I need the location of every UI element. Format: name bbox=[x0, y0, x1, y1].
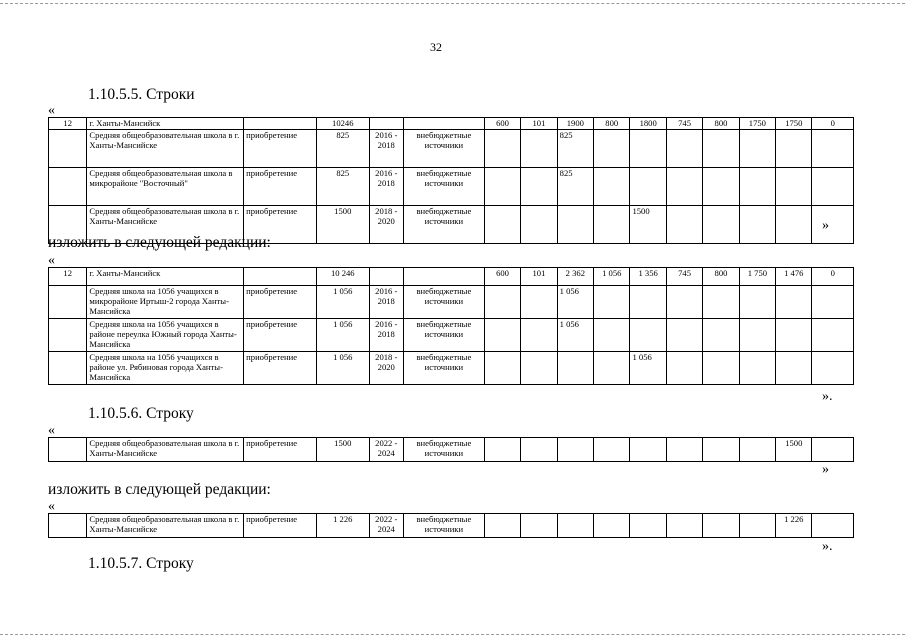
table-cell-c1: Средняя общеобразовательная школа в г. Ханты-Мансийске bbox=[87, 514, 244, 538]
table-cell-c10 bbox=[630, 286, 666, 319]
table-cell-c8 bbox=[557, 438, 593, 462]
table-cell-c8: 2 362 bbox=[557, 268, 593, 286]
table-cell-c6: 600 bbox=[484, 268, 520, 286]
table-cell-c12 bbox=[703, 168, 739, 206]
table-cell-c0 bbox=[49, 514, 87, 538]
closing-quote: » bbox=[822, 462, 829, 477]
table-cell-c2 bbox=[244, 268, 317, 286]
table-cell-c0 bbox=[49, 168, 87, 206]
table-cell-c10: 1500 bbox=[630, 206, 666, 244]
table-cell-c11: 745 bbox=[666, 268, 702, 286]
table-cell-c14: 1750 bbox=[776, 118, 812, 130]
table-cell-c1: г. Ханты-Мансийск bbox=[87, 118, 244, 130]
table-cell-c15 bbox=[812, 319, 854, 352]
table-cell-c15 bbox=[812, 130, 854, 168]
table-cell-c1: Средняя школа на 1056 учащихся в районе ул. Рябиновая города Ханты-Мансийска bbox=[87, 352, 244, 385]
table-row bbox=[49, 514, 854, 538]
section-heading-new-edition-2: изложить в следующей редакции: bbox=[48, 481, 271, 498]
table-cell-c1: Средняя школа на 1056 учащихся в микрорайоне Иртыш-2 города Ханты-Мансийска bbox=[87, 286, 244, 319]
table-cell-c11 bbox=[666, 130, 702, 168]
table-cell-c7 bbox=[521, 130, 557, 168]
table-cell-c14 bbox=[776, 206, 812, 244]
table-cell-c12 bbox=[703, 206, 739, 244]
table-cell-c9 bbox=[594, 206, 630, 244]
table-cell-c5 bbox=[403, 118, 484, 130]
table-cell-c0 bbox=[49, 286, 87, 319]
table-cell-c13 bbox=[739, 352, 775, 385]
table-cell-c1: Средняя общеобразовательная школа в микрорайоне "Восточный" bbox=[87, 168, 244, 206]
table-cell-c0 bbox=[49, 319, 87, 352]
table-cell-c8 bbox=[557, 352, 593, 385]
table-cell-c4: 2016 - 2018 bbox=[369, 319, 403, 352]
table-cell-c14 bbox=[776, 352, 812, 385]
table-cell-c9: 800 bbox=[594, 118, 630, 130]
table-cell-c6 bbox=[484, 168, 520, 206]
table-cell-c15 bbox=[812, 206, 854, 244]
table-old-row-2 bbox=[48, 437, 854, 462]
table-cell-c2: приобретение bbox=[244, 514, 317, 538]
table-cell-c5: внебюджетные источники bbox=[403, 168, 484, 206]
table-cell-c5: внебюджетные источники bbox=[403, 438, 484, 462]
table-cell-c14: 1 226 bbox=[776, 514, 812, 538]
table-cell-c8 bbox=[557, 514, 593, 538]
table-cell-c2: приобретение bbox=[244, 352, 317, 385]
table-cell-c5: внебюджетные источники bbox=[403, 286, 484, 319]
table-cell-c10 bbox=[630, 130, 666, 168]
table-cell-c11 bbox=[666, 206, 702, 244]
table-cell-c2: приобретение bbox=[244, 206, 317, 244]
table-cell-c6 bbox=[484, 514, 520, 538]
table-cell-c13 bbox=[739, 319, 775, 352]
table-cell-c10 bbox=[630, 514, 666, 538]
table-cell-c5: внебюджетные источники bbox=[403, 130, 484, 168]
table-cell-c12: 800 bbox=[703, 268, 739, 286]
table-cell-c11 bbox=[666, 319, 702, 352]
table-cell-c14 bbox=[776, 319, 812, 352]
table-cell-c11 bbox=[666, 286, 702, 319]
table-cell-c15 bbox=[812, 286, 854, 319]
table-cell-c2: приобретение bbox=[244, 286, 317, 319]
table-row bbox=[49, 118, 854, 130]
table-cell-c7: 101 bbox=[521, 118, 557, 130]
table-cell-c4: 2018 - 2020 bbox=[369, 206, 403, 244]
table-cell-c3: 1 056 bbox=[316, 286, 369, 319]
table-row bbox=[49, 130, 854, 168]
table-cell-c1: Средняя общеобразовательная школа в г. Ханты-Мансийске bbox=[87, 130, 244, 168]
table-cell-c5 bbox=[403, 268, 484, 286]
table-cell-c10 bbox=[630, 319, 666, 352]
table-cell-c0: 12 bbox=[49, 268, 87, 286]
table-cell-c13: 1 750 bbox=[739, 268, 775, 286]
table-cell-c3: 1 226 bbox=[316, 514, 369, 538]
table-cell-c2: приобретение bbox=[244, 168, 317, 206]
closing-quote: » bbox=[822, 218, 829, 233]
table-cell-c12 bbox=[703, 514, 739, 538]
table-cell-c10 bbox=[630, 168, 666, 206]
table-cell-c9: 1 056 bbox=[594, 268, 630, 286]
table-cell-c2: приобретение bbox=[244, 319, 317, 352]
table-cell-c5: внебюджетные источники bbox=[403, 206, 484, 244]
table-cell-c6 bbox=[484, 438, 520, 462]
table-cell-c0: 12 bbox=[49, 118, 87, 130]
table-cell-c3: 1500 bbox=[316, 206, 369, 244]
table-cell-c12 bbox=[703, 319, 739, 352]
table-cell-c13 bbox=[739, 168, 775, 206]
table-cell-c7 bbox=[521, 438, 557, 462]
table-cell-c4 bbox=[369, 268, 403, 286]
table-cell-c0 bbox=[49, 438, 87, 462]
table-cell-c7: 101 bbox=[521, 268, 557, 286]
table-cell-c9 bbox=[594, 319, 630, 352]
table-cell-c15 bbox=[812, 168, 854, 206]
opening-quote: « bbox=[48, 423, 55, 438]
scan-bottom-edge bbox=[0, 634, 905, 635]
table-cell-c6 bbox=[484, 130, 520, 168]
table-cell-c5: внебюджетные источники bbox=[403, 352, 484, 385]
table-cell-c1: Средняя школа на 1056 учащихся в районе переулка Южный города Ханты-Мансийска bbox=[87, 319, 244, 352]
section-heading-1-10-5-5: 1.10.5.5. Строки bbox=[88, 86, 195, 103]
table-cell-c6: 600 bbox=[484, 118, 520, 130]
table-cell-c9 bbox=[594, 168, 630, 206]
table-cell-c3: 1 056 bbox=[316, 319, 369, 352]
table-cell-c8: 1900 bbox=[557, 118, 593, 130]
table-cell-c7 bbox=[521, 206, 557, 244]
table-cell-c7 bbox=[521, 352, 557, 385]
table-cell-c14 bbox=[776, 130, 812, 168]
table-row bbox=[49, 168, 854, 206]
table-cell-c3: 825 bbox=[316, 130, 369, 168]
section-heading-1-10-5-6: 1.10.5.6. Строку bbox=[88, 405, 194, 422]
table-cell-c1: Средняя общеобразовательная школа в г. Ханты-Мансийске bbox=[87, 438, 244, 462]
table-cell-c14 bbox=[776, 286, 812, 319]
table-cell-c4 bbox=[369, 118, 403, 130]
table-cell-c3: 825 bbox=[316, 168, 369, 206]
table-cell-c12: 800 bbox=[703, 118, 739, 130]
table-cell-c14 bbox=[776, 168, 812, 206]
table-cell-c13 bbox=[739, 438, 775, 462]
table-cell-c13 bbox=[739, 206, 775, 244]
table-cell-c9 bbox=[594, 130, 630, 168]
table-cell-c3: 1 056 bbox=[316, 352, 369, 385]
table-cell-c8: 1 056 bbox=[557, 286, 593, 319]
table-cell-c4: 2016 - 2018 bbox=[369, 130, 403, 168]
table-cell-c2: приобретение bbox=[244, 438, 317, 462]
table-cell-c1: Средняя общеобразовательная школа в г. Ханты-Мансийске bbox=[87, 206, 244, 244]
table-row bbox=[49, 319, 854, 352]
table-cell-c6 bbox=[484, 352, 520, 385]
section-heading-new-edition: изложить в следующей редакции: bbox=[48, 234, 271, 251]
table-cell-c7 bbox=[521, 319, 557, 352]
table-cell-c10 bbox=[630, 438, 666, 462]
section-heading-1-10-5-7: 1.10.5.7. Строку bbox=[88, 555, 194, 572]
table-cell-c15 bbox=[812, 514, 854, 538]
table-cell-c12 bbox=[703, 352, 739, 385]
table-cell-c14: 1 476 bbox=[776, 268, 812, 286]
scan-top-edge bbox=[0, 3, 905, 4]
table-cell-c7 bbox=[521, 514, 557, 538]
opening-quote: « bbox=[48, 103, 55, 118]
opening-quote: « bbox=[48, 253, 55, 268]
table-cell-c14: 1500 bbox=[776, 438, 812, 462]
table-row bbox=[49, 268, 854, 286]
table-new-row-2 bbox=[48, 513, 854, 538]
table-cell-c11 bbox=[666, 514, 702, 538]
table-cell-c11 bbox=[666, 352, 702, 385]
closing-quote: ». bbox=[822, 539, 833, 554]
page-number: 32 bbox=[430, 40, 442, 54]
table-cell-c7 bbox=[521, 168, 557, 206]
table-old-rows bbox=[48, 117, 854, 244]
table-cell-c8: 1 056 bbox=[557, 319, 593, 352]
table-cell-c3: 10246 bbox=[316, 118, 369, 130]
table-new-rows bbox=[48, 267, 854, 385]
table-cell-c0 bbox=[49, 130, 87, 168]
table-cell-c12 bbox=[703, 286, 739, 319]
table-cell-c5: внебюджетные источники bbox=[403, 319, 484, 352]
table-cell-c7 bbox=[521, 286, 557, 319]
opening-quote: « bbox=[48, 499, 55, 514]
table-cell-c8: 825 bbox=[557, 168, 593, 206]
table-cell-c4: 2018 - 2020 bbox=[369, 352, 403, 385]
table-cell-c0 bbox=[49, 352, 87, 385]
table-cell-c6 bbox=[484, 319, 520, 352]
table-cell-c6 bbox=[484, 286, 520, 319]
table-cell-c9 bbox=[594, 286, 630, 319]
table-cell-c13 bbox=[739, 514, 775, 538]
table-cell-c15: 0 bbox=[812, 268, 854, 286]
table-cell-c4: 2016 - 2018 bbox=[369, 286, 403, 319]
table-cell-c1: г. Ханты-Мансийск bbox=[87, 268, 244, 286]
closing-quote: ». bbox=[822, 389, 833, 404]
table-cell-c15 bbox=[812, 438, 854, 462]
table-cell-c10: 1 056 bbox=[630, 352, 666, 385]
table-cell-c10: 1800 bbox=[630, 118, 666, 130]
table-cell-c4: 2016 - 2018 bbox=[369, 168, 403, 206]
table-cell-c11 bbox=[666, 438, 702, 462]
table-cell-c10: 1 356 bbox=[630, 268, 666, 286]
table-row bbox=[49, 438, 854, 462]
table-cell-c11 bbox=[666, 168, 702, 206]
table-cell-c11: 745 bbox=[666, 118, 702, 130]
table-cell-c12 bbox=[703, 130, 739, 168]
table-cell-c15: 0 bbox=[812, 118, 854, 130]
table-cell-c5: внебюджетные источники bbox=[403, 514, 484, 538]
table-cell-c8 bbox=[557, 206, 593, 244]
table-cell-c8: 825 bbox=[557, 130, 593, 168]
table-cell-c4: 2022 - 2024 bbox=[369, 438, 403, 462]
table-cell-c13 bbox=[739, 286, 775, 319]
table-cell-c12 bbox=[703, 438, 739, 462]
table-cell-c6 bbox=[484, 206, 520, 244]
table-row bbox=[49, 352, 854, 385]
table-cell-c13: 1750 bbox=[739, 118, 775, 130]
table-cell-c4: 2022 - 2024 bbox=[369, 514, 403, 538]
table-cell-c13 bbox=[739, 130, 775, 168]
table-cell-c9 bbox=[594, 352, 630, 385]
table-cell-c15 bbox=[812, 352, 854, 385]
table-cell-c9 bbox=[594, 438, 630, 462]
table-cell-c2 bbox=[244, 118, 317, 130]
table-cell-c3: 10 246 bbox=[316, 268, 369, 286]
table-row bbox=[49, 286, 854, 319]
table-cell-c3: 1500 bbox=[316, 438, 369, 462]
table-cell-c2: приобретение bbox=[244, 130, 317, 168]
table-cell-c9 bbox=[594, 514, 630, 538]
